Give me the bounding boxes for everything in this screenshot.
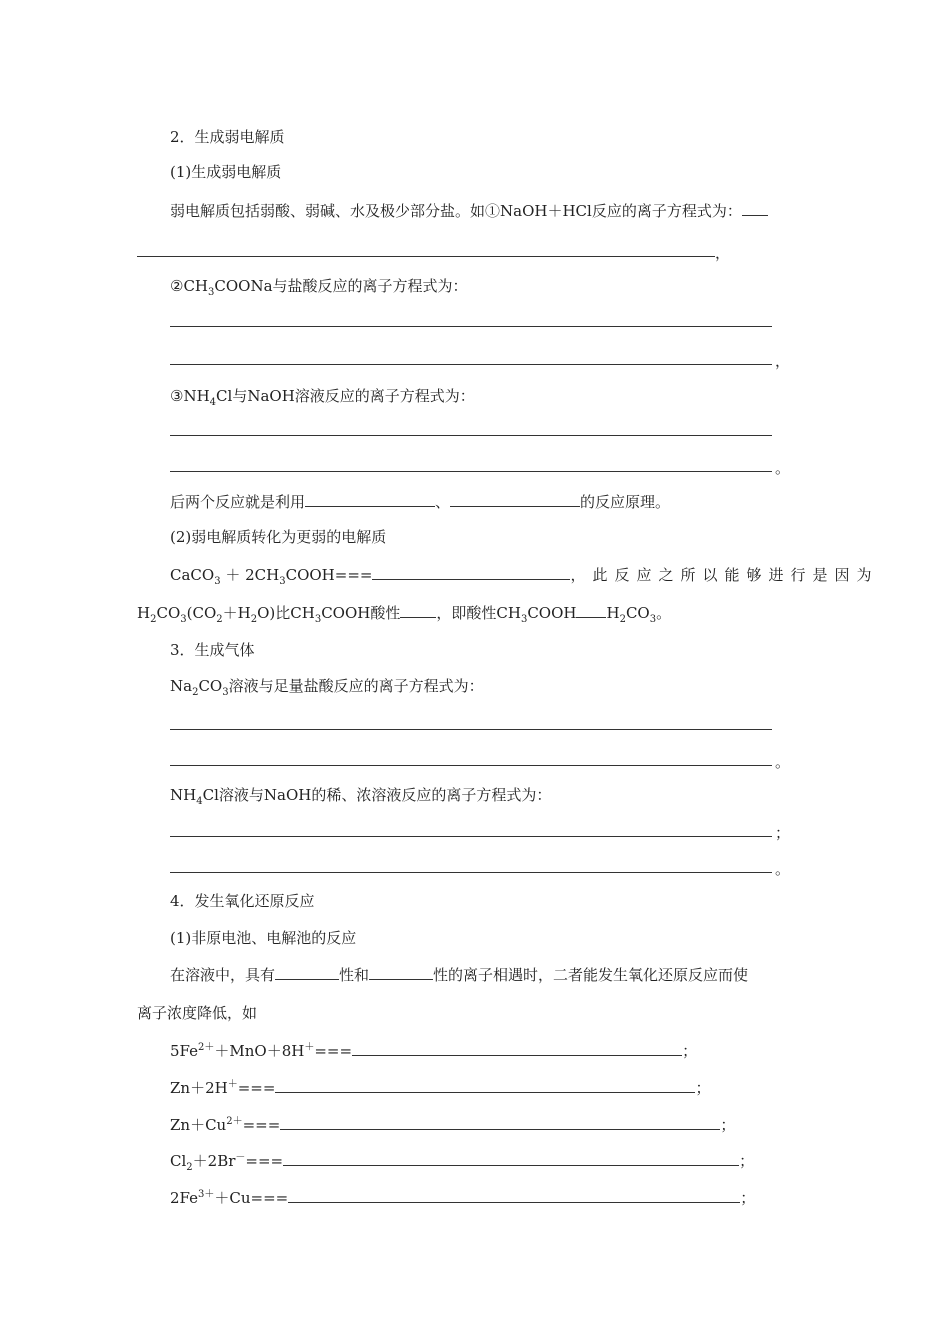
answer-blank[interactable] <box>170 872 772 873</box>
answer-blank[interactable] <box>137 256 715 257</box>
section-4-sub1: (1)非原电池、电解池的反应 <box>170 929 357 947</box>
answer-blank[interactable] <box>742 199 768 216</box>
section-2-sub1: (1)生成弱电解质 <box>170 163 282 181</box>
answer-blank[interactable] <box>170 364 772 365</box>
formula-naoh-hcl: NaOH＋HCl <box>500 202 592 220</box>
redox-paragraph-line2: 离子浓度降低，如 <box>137 1004 258 1022</box>
answer-blank[interactable] <box>170 471 772 472</box>
na2co3-line: $Na_2CO_3$溶液与足量盐酸反应的离子方程式为： <box>170 677 484 698</box>
caco3-equation-line: CaCO$_3$ ＋ $2CH_3COOH===$ ，此反应之所以能够进行是因为 <box>170 563 878 586</box>
answer-blank[interactable] <box>275 963 339 980</box>
equation-fe-cu: $2Fe^{3+}+Cu===$ ； <box>170 1186 755 1209</box>
section-2-sub2: (2)弱电解质转化为更弱的电解质 <box>170 528 387 546</box>
answer-blank[interactable] <box>305 490 435 507</box>
answer-blank[interactable] <box>170 435 772 436</box>
worksheet-page: 2．生成弱电解质 (1)生成弱电解质 弱电解质包括弱酸、弱碱、水及极少部分盐。如①NaOH＋HCl反应的离子方程式为： ， $②CH_3COONa$与盐酸反应的离子方程式为： ， $③NH_4Cl$与NaOH溶液反应的离子方程式为： 。 后两个反应就是利用 、 的反应原理。 (2)弱电解质转化为更弱的电解质 CaCO$_3$ ＋ $2CH_3COOH===$ ，此反应之所以能够进行是因为 $H_2CO_3(CO_2+H_2O)$比$CH_3COOH$酸性 ，即酸性$CH_3COOH$ $H_2CO_3$。 3．生成气体 $Na_2CO_3$溶液与足量盐酸反应的离子方程式为： 。 $NH_4Cl$溶液与NaOH的稀、浓溶液反应的离子方程式为： ； 。 4．发生氧化还原反应 (1)非原电池、电解池的反应 在溶液中，具有 性和 性的离子相遇时，二者能发生氧化还原反应而使 离子浓度降低，如 $5Fe^{2+}+MnO+8H^+===$ ； Zn＋2H＋=== ； $Zn+Cu^{2+}===$ ； $Cl_2+2Br^-===$ ； $2Fe^{3+}+Cu===$ ； <box>137 128 879 1207</box>
equation-cl2-br: $Cl_2+2Br^-===$ ； <box>170 1149 754 1172</box>
answer-blank[interactable] <box>170 765 772 766</box>
answer-blank[interactable] <box>576 601 606 618</box>
answer-blank[interactable] <box>283 1149 739 1166</box>
answer-blank[interactable] <box>450 490 580 507</box>
weak-electrolyte-intro: 弱电解质包括弱酸、弱碱、水及极少部分盐。如①NaOH＋HCl反应的离子方程式为： <box>170 199 768 222</box>
equation-fe-mno: $5Fe^{2+}+MnO+8H^+===$ ； <box>170 1039 697 1062</box>
answer-blank[interactable] <box>170 729 772 730</box>
equation-zn-h: Zn＋2H＋=== ； <box>170 1076 710 1099</box>
answer-blank[interactable] <box>352 1039 682 1056</box>
answer-blank[interactable] <box>400 601 436 618</box>
section-4-title: 4．发生氧化还原反应 <box>170 892 315 910</box>
redox-paragraph-line1: 在溶液中，具有 性和 性的离子相遇时，二者能发生氧化还原反应而使 <box>170 963 748 986</box>
equation-zn-cu: $Zn+Cu^{2+}===$ ； <box>170 1113 735 1136</box>
item-3-nh4cl: $③NH_4Cl$与NaOH溶液反应的离子方程式为： <box>170 387 475 408</box>
reaction-principle-line: 后两个反应就是利用 、 的反应原理。 <box>170 490 670 513</box>
answer-blank[interactable] <box>170 326 772 327</box>
answer-blank[interactable] <box>369 963 433 980</box>
answer-blank[interactable] <box>372 563 570 580</box>
answer-blank[interactable] <box>170 836 772 837</box>
section-3-title: 3．生成气体 <box>170 641 255 659</box>
answer-blank[interactable] <box>275 1076 695 1093</box>
h2co3-acidity-line: $H_2CO_3(CO_2+H_2O)$比$CH_3COOH$酸性 ，即酸性$CH_3COOH$ $H_2CO_3$。 <box>137 601 671 624</box>
answer-blank[interactable] <box>288 1186 740 1203</box>
answer-blank[interactable] <box>280 1113 720 1130</box>
nh4cl-naoh-line: $NH_4Cl$溶液与NaOH的稀、浓溶液反应的离子方程式为： <box>170 786 552 807</box>
section-2-title: 2．生成弱电解质 <box>170 128 285 146</box>
item-2-ch3coona: $②CH_3COONa$与盐酸反应的离子方程式为： <box>170 277 468 298</box>
